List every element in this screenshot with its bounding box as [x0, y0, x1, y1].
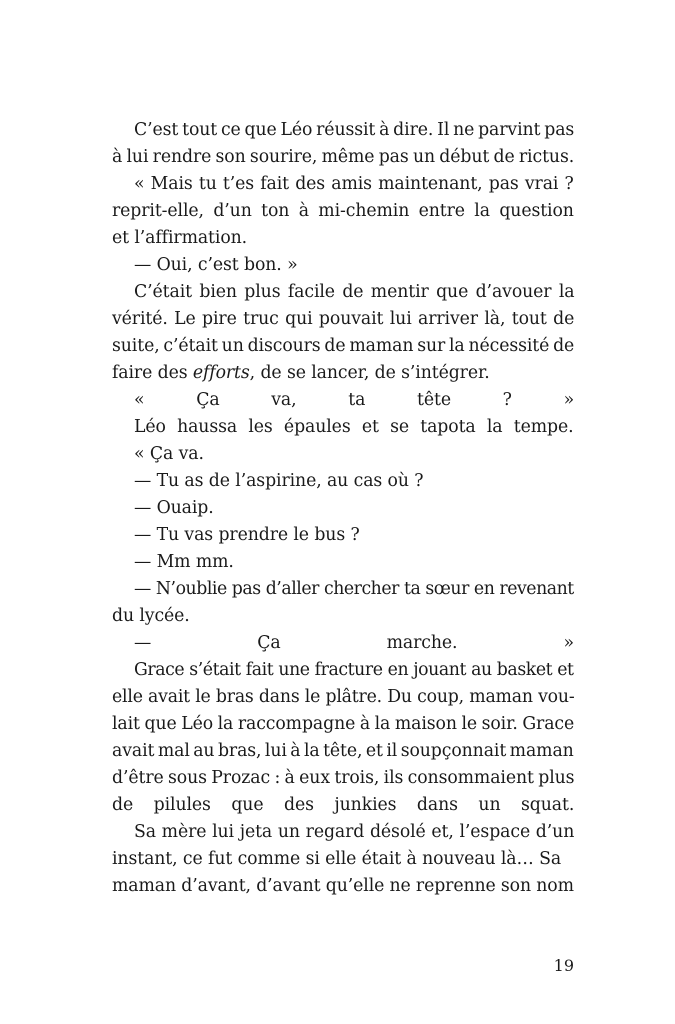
- text-line: maman d’avant, d’avant qu’elle ne reprenne son nom: [112, 876, 574, 896]
- text-segment: faire des: [112, 363, 193, 383]
- text-line: d’être sous Prozac : à eux trois, ils consommaient plus: [112, 768, 575, 788]
- text-line: — Ça marche. »: [134, 633, 574, 653]
- text-line: Léo haussa les épaules et se tapota la tempe.: [134, 417, 574, 437]
- text-line: — Tu vas prendre le bus ?: [134, 525, 360, 545]
- text-line: instant, ce fut comme si elle était à nouveau là… Sa: [112, 849, 562, 869]
- text-segment: , de se lancer, de s’intégrer.: [249, 363, 490, 383]
- emphasized-word: efforts: [192, 363, 250, 383]
- text-line: « Ça va.: [134, 444, 204, 464]
- page-number: 19: [553, 956, 574, 975]
- text-line: — N’oublie pas d’aller chercher ta sœur en revenant: [134, 579, 574, 599]
- text-line: de pilules que des junkies dans un squat.: [112, 795, 575, 815]
- text-line: du lycée.: [112, 606, 190, 626]
- text-line: lait que Léo la raccompagne à la maison le soir. Grace: [112, 714, 575, 734]
- text-line: à lui rendre son sourire, même pas un début de rictus.: [112, 147, 575, 167]
- text-line: [112, 360, 574, 387]
- text-line: « Mais tu t’es fait des amis maintenant, pas vrai ?: [134, 174, 574, 194]
- text-line: vérité. Le pire truc qui pouvait lui arriver là, tout de: [112, 309, 575, 329]
- text-line: C’était bien plus facile de mentir que d’avouer la: [134, 282, 575, 302]
- text-line: avait mal au bras, lui à la tête, et il soupçonnait maman: [112, 741, 574, 761]
- text-line: « Ça va, ta tête ? »: [134, 390, 575, 410]
- text-line: — Tu as de l’aspirine, au cas où ?: [134, 471, 424, 491]
- text-line: — Mm mm.: [134, 552, 234, 572]
- text-line: et l’affirmation.: [112, 228, 248, 248]
- text-line: Sa mère lui jeta un regard désolé et, l’espace d’un: [134, 822, 575, 842]
- text-line: — Ouaip.: [134, 498, 214, 518]
- text-line: elle avait le bras dans le plâtre. Du coup, maman vou-: [112, 687, 575, 707]
- page-body: [112, 117, 574, 900]
- text-line: — Oui, c’est bon. »: [134, 255, 298, 275]
- text-line: suite, c’était un discours de maman sur la nécessité de: [112, 336, 575, 356]
- text-line: Grace s’était fait une fracture en jouant au basket et: [134, 660, 574, 680]
- text-line: C’est tout ce que Léo réussit à dire. Il ne parvint pas: [134, 120, 575, 140]
- text-line: reprit-elle, d’un ton à mi-chemin entre la question: [112, 201, 574, 221]
